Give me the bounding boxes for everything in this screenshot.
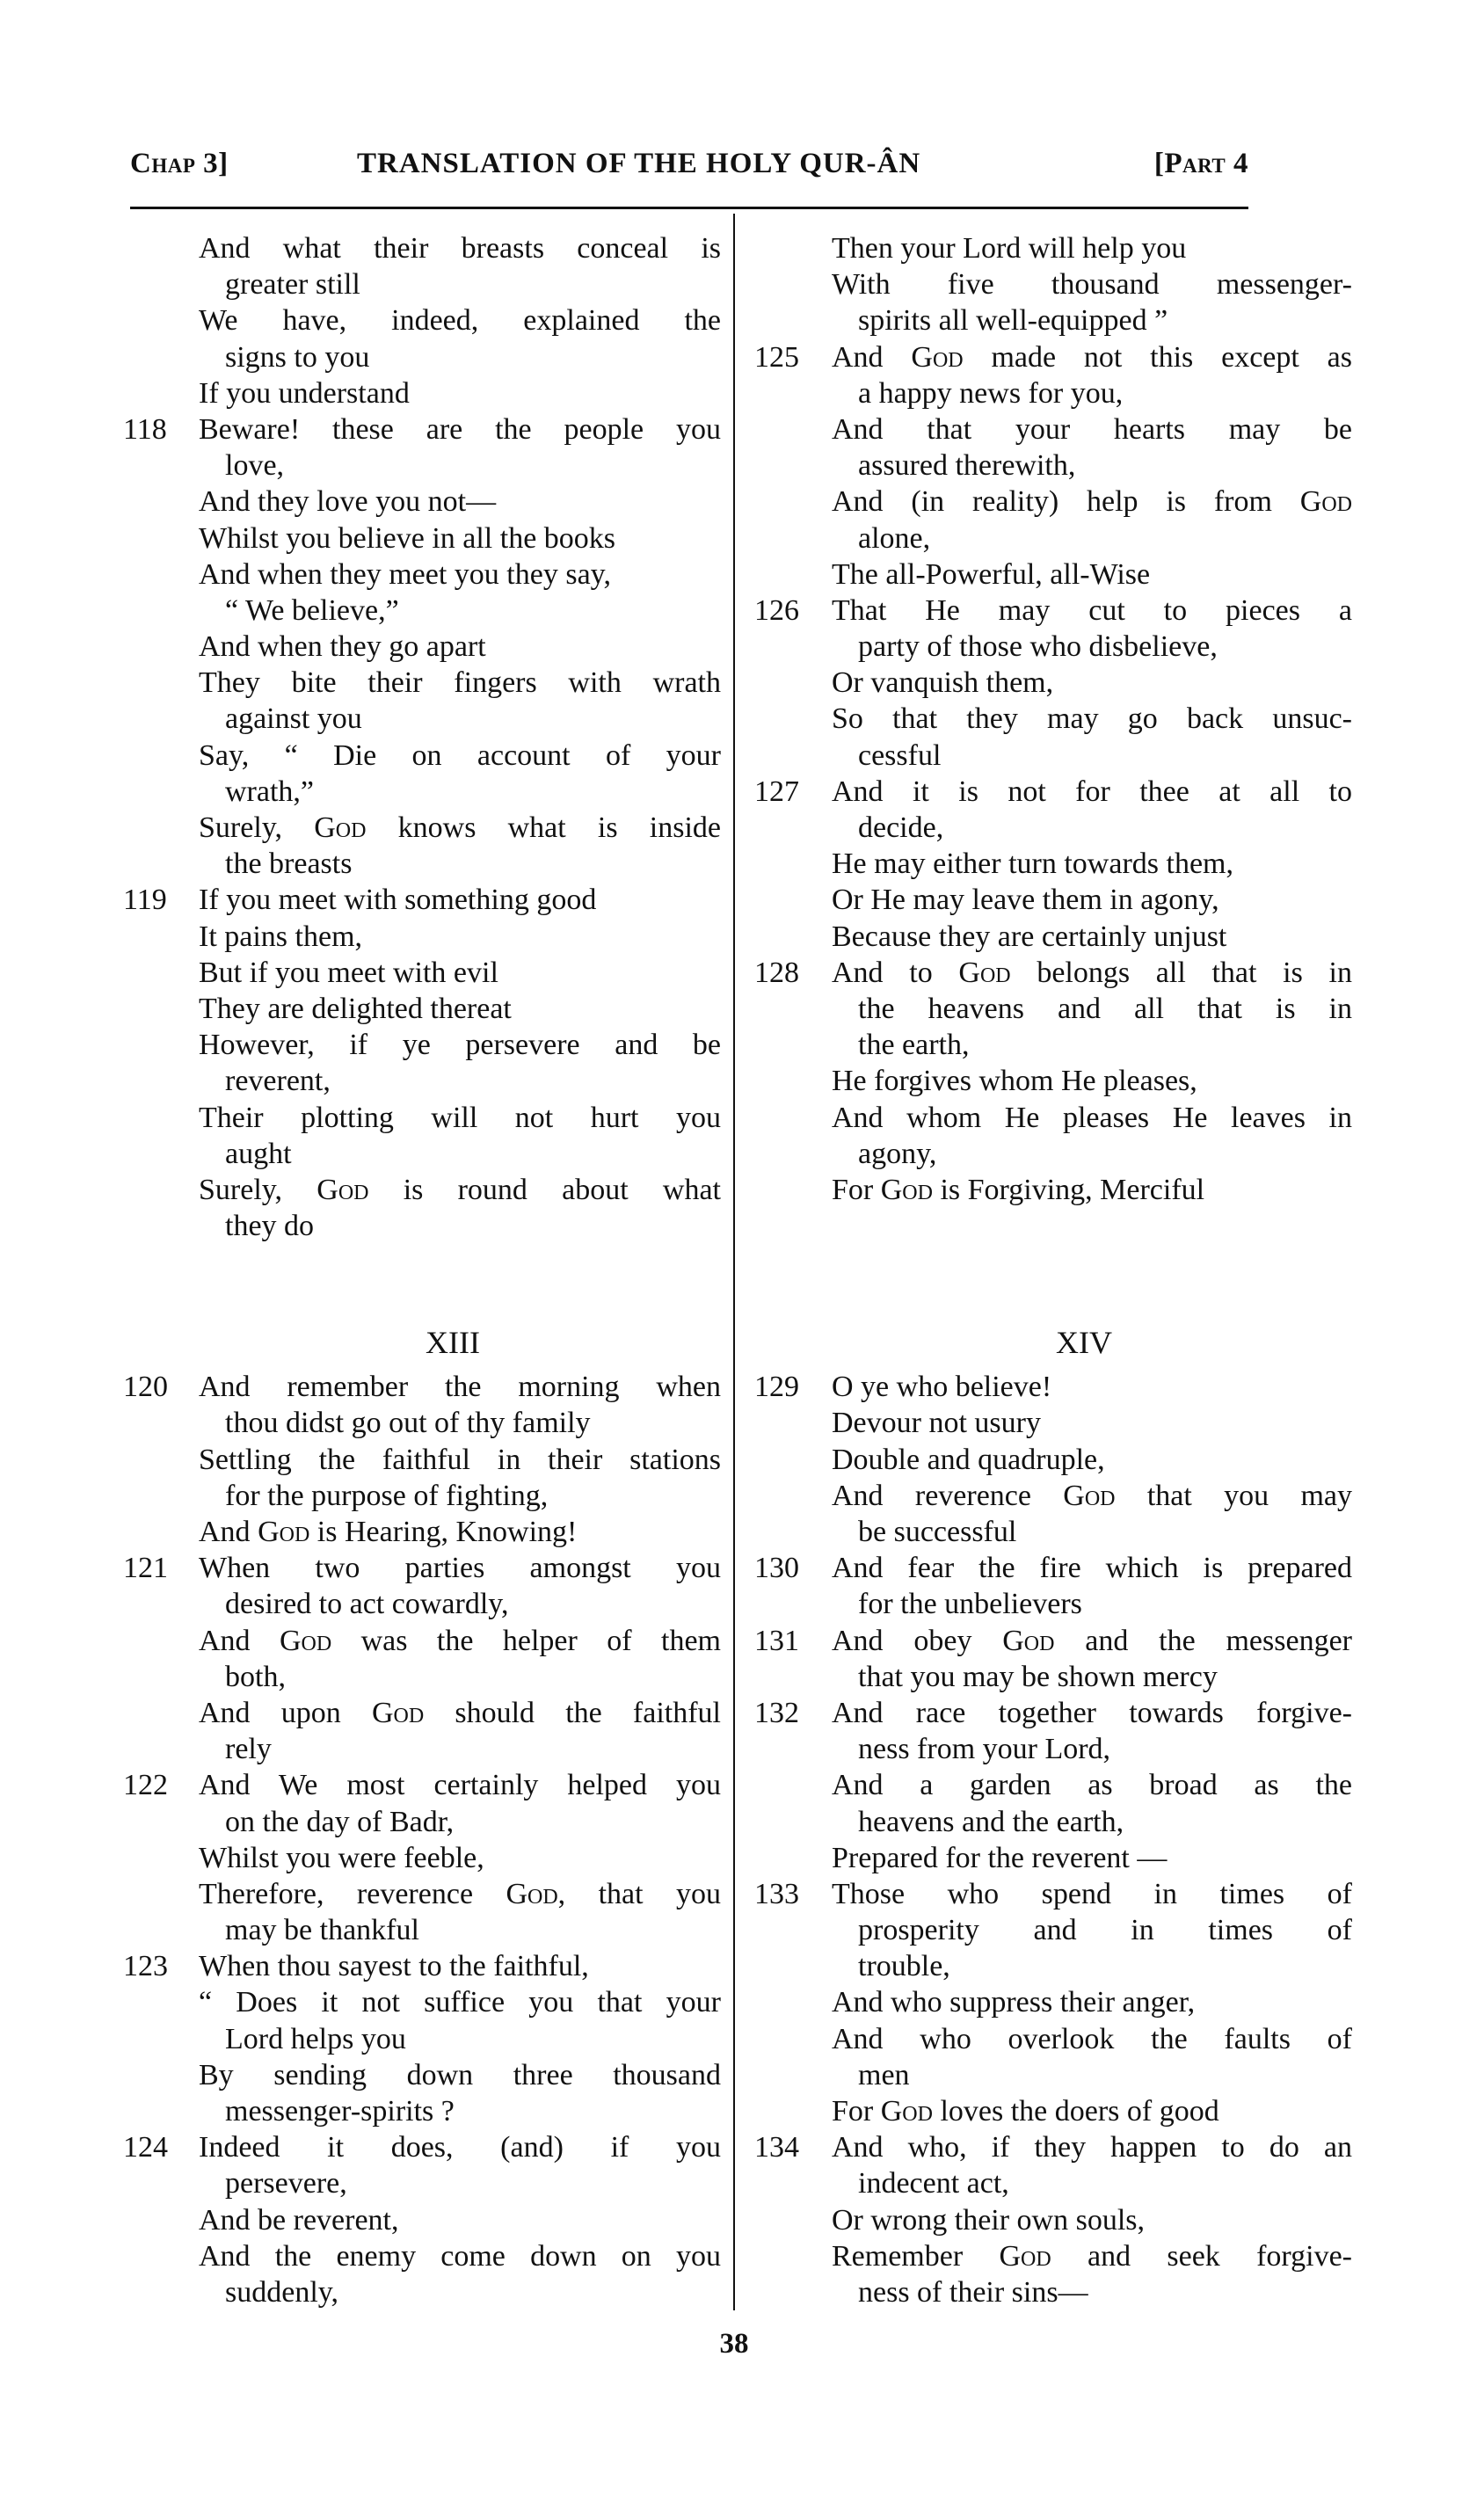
verse-text: Or He may leave them in agony, bbox=[832, 884, 1219, 917]
verse-text: thou didst go out of thy family bbox=[225, 1407, 591, 1440]
verse-line bbox=[754, 230, 1352, 266]
verse-start-line bbox=[754, 1695, 1352, 1731]
verse-line bbox=[754, 629, 1352, 665]
verse-text: “ Does it not suffice you that your bbox=[199, 1986, 721, 2019]
verse-line bbox=[123, 2202, 721, 2238]
left-continuation bbox=[123, 230, 721, 1244]
verse-line bbox=[754, 411, 1352, 447]
verse-text: Because they are certainly unjust bbox=[832, 920, 1227, 953]
verse-line bbox=[754, 1840, 1352, 1876]
left-column bbox=[123, 230, 721, 2310]
god-smallcaps: God bbox=[1002, 1624, 1055, 1657]
verse-line bbox=[754, 1804, 1352, 1840]
verse-text: And fear the fire which is prepared bbox=[832, 1552, 1352, 1585]
verse-line bbox=[123, 556, 721, 593]
god-smallcaps: God bbox=[1299, 485, 1352, 519]
verse-text: He may either turn towards them, bbox=[832, 847, 1233, 881]
verse-text: greater still bbox=[225, 268, 360, 302]
verse-text: Those who spend in times of bbox=[832, 1877, 1352, 1910]
verse-line bbox=[123, 738, 721, 774]
verse-text: And upon God should the faithful bbox=[199, 1696, 721, 1729]
verse-text: Remember God and seek forgive- bbox=[832, 2239, 1352, 2273]
verse-text: messenger-spirits ? bbox=[225, 2095, 455, 2128]
verse-text: And a garden as broad as the bbox=[832, 1769, 1352, 1802]
verse-text: And to God belongs all that is in bbox=[832, 956, 1352, 989]
verse-line bbox=[754, 2093, 1352, 2129]
verse-text: both, bbox=[225, 1660, 286, 1693]
verse-line bbox=[754, 1136, 1352, 1172]
verse-text: And it is not for thee at all to bbox=[832, 775, 1352, 808]
verse-line bbox=[754, 2021, 1352, 2057]
verse-start-line bbox=[754, 955, 1352, 991]
verse-text: Whilst you were feeble, bbox=[199, 1841, 484, 1874]
verse-text: And what their breasts conceal is bbox=[199, 232, 721, 265]
verse-text: may be thankful bbox=[225, 1914, 419, 1947]
verse-text: They bite their fingers with wrath bbox=[199, 666, 721, 700]
verse-line bbox=[754, 1514, 1352, 1550]
verse-line bbox=[754, 2274, 1352, 2310]
verse-start-line bbox=[754, 2129, 1352, 2165]
verse-line bbox=[754, 556, 1352, 593]
verse-text: Therefore, reverence God, that you bbox=[199, 1877, 721, 1910]
verse-line bbox=[754, 810, 1352, 846]
verse-line bbox=[754, 991, 1352, 1027]
verse-line bbox=[754, 1659, 1352, 1695]
verse-text: O ye who believe! bbox=[832, 1371, 1052, 1404]
verse-line bbox=[754, 1172, 1352, 1208]
verse-text: Or vanquish them, bbox=[832, 666, 1054, 700]
verse-start-line bbox=[123, 1948, 721, 1984]
verse-line bbox=[123, 919, 721, 955]
verse-start-line bbox=[754, 1369, 1352, 1405]
verse-line bbox=[754, 738, 1352, 774]
verse-line bbox=[754, 266, 1352, 302]
verse-line bbox=[754, 1063, 1352, 1099]
verse-text: So that they may go back unsuc- bbox=[832, 702, 1352, 736]
verse-number: 118 bbox=[123, 412, 167, 446]
verse-text: And be reverent, bbox=[199, 2203, 399, 2237]
verse-text: prosperity and in times of bbox=[858, 1914, 1352, 1947]
verse-number: 121 bbox=[123, 1552, 168, 1585]
verse-line bbox=[123, 774, 721, 810]
verse-text: However, if ye persevere and be bbox=[199, 1029, 721, 1062]
verse-text: Lord helps you bbox=[225, 2022, 406, 2055]
verse-text: And who overlook the faults of bbox=[832, 2022, 1352, 2055]
god-smallcaps: God bbox=[999, 2239, 1051, 2273]
verse-line bbox=[123, 1405, 721, 1441]
verse-text: Or wrong their own souls, bbox=[832, 2203, 1146, 2237]
verse-line bbox=[123, 339, 721, 375]
verse-line bbox=[123, 520, 721, 556]
verse-line bbox=[754, 882, 1352, 918]
verse-number: 134 bbox=[754, 2131, 799, 2164]
verse-number: 127 bbox=[754, 775, 799, 808]
verse-text: And they love you not— bbox=[199, 485, 497, 519]
verse-text: reverent, bbox=[225, 1065, 331, 1098]
verse-start-line bbox=[754, 1550, 1352, 1586]
verse-line bbox=[123, 593, 721, 629]
verse-line bbox=[123, 1623, 721, 1659]
verse-line bbox=[123, 1172, 721, 1208]
verse-line bbox=[754, 375, 1352, 411]
verse-line bbox=[123, 1876, 721, 1912]
verse-number: 120 bbox=[123, 1371, 168, 1404]
verse-text: And obey God and the messenger bbox=[832, 1624, 1352, 1657]
verse-text: the heavens and all that is in bbox=[858, 992, 1352, 1025]
verse-line bbox=[123, 1063, 721, 1099]
verse-text: that you may be shown mercy bbox=[858, 1660, 1218, 1693]
verse-text: Then your Lord will help you bbox=[832, 232, 1187, 265]
verse-start-line bbox=[123, 1369, 721, 1405]
verse-line bbox=[123, 266, 721, 302]
verse-number: 132 bbox=[754, 1696, 799, 1729]
verse-text: Their plotting will not hurt you bbox=[199, 1101, 721, 1134]
verse-line bbox=[123, 1731, 721, 1767]
verse-line bbox=[754, 2202, 1352, 2238]
verse-text: be successful bbox=[858, 1516, 1017, 1548]
verse-line bbox=[754, 1984, 1352, 2020]
section-xiv-verses bbox=[754, 1369, 1352, 2310]
verse-text: the earth, bbox=[858, 1029, 970, 1062]
verse-line bbox=[123, 2057, 721, 2093]
god-smallcaps: God bbox=[1063, 1479, 1116, 1512]
verse-start-line bbox=[754, 593, 1352, 629]
verse-line bbox=[123, 375, 721, 411]
part-label: [Part 4 bbox=[1153, 148, 1248, 179]
verse-text: Prepared for the reverent — bbox=[832, 1841, 1168, 1874]
verse-line bbox=[123, 2238, 721, 2274]
god-smallcaps: God bbox=[958, 956, 1011, 989]
verse-line bbox=[123, 2165, 721, 2201]
verse-line bbox=[123, 955, 721, 991]
verse-start-line bbox=[754, 1623, 1352, 1659]
verse-text: desired to act cowardly, bbox=[225, 1588, 509, 1621]
verse-line bbox=[123, 1840, 721, 1876]
book-title: TRANSLATION OF THE HOLY QUR-ÂN bbox=[357, 148, 921, 179]
verse-number: 122 bbox=[123, 1769, 168, 1802]
section-gap bbox=[754, 1208, 1352, 1316]
verse-text: And remember the morning when bbox=[199, 1371, 721, 1404]
verse-text: Whilst you believe in all the books bbox=[199, 521, 616, 555]
verse-line bbox=[754, 1478, 1352, 1514]
verse-line bbox=[123, 1659, 721, 1695]
verse-text: Say, “ Die on account of your bbox=[199, 738, 721, 772]
verse-number: 129 bbox=[754, 1371, 799, 1404]
header-rule bbox=[130, 207, 1248, 209]
verse-text: a happy news for you, bbox=[858, 376, 1124, 410]
verse-line bbox=[123, 484, 721, 520]
verse-line bbox=[123, 1442, 721, 1478]
verse-number: 123 bbox=[123, 1950, 168, 1983]
verse-line bbox=[754, 520, 1352, 556]
verse-line bbox=[123, 1100, 721, 1136]
verse-line bbox=[754, 1405, 1352, 1441]
verse-start-line bbox=[123, 1550, 721, 1586]
verse-text: ness from your Lord, bbox=[858, 1733, 1111, 1766]
verse-number: 126 bbox=[754, 593, 799, 627]
verse-line bbox=[754, 701, 1352, 737]
section-heading-xiii: XIII bbox=[426, 1325, 480, 1361]
verse-text: And God was the helper of them bbox=[199, 1624, 721, 1657]
verse-text: alone, bbox=[858, 521, 931, 555]
verse-text: And God is Hearing, Knowing! bbox=[199, 1516, 578, 1548]
verse-start-line bbox=[123, 2129, 721, 2165]
verse-text: Beware! these are the people you bbox=[199, 412, 721, 446]
verse-line bbox=[123, 1804, 721, 1840]
verse-text: on the day of Badr, bbox=[225, 1805, 455, 1838]
god-smallcaps: God bbox=[316, 1173, 369, 1206]
verse-text: men bbox=[858, 2058, 910, 2091]
page-number: 38 bbox=[719, 2328, 749, 2360]
verse-line bbox=[123, 1027, 721, 1063]
verse-start-line bbox=[123, 1767, 721, 1803]
verse-start-line bbox=[754, 339, 1352, 375]
verse-text: against you bbox=[225, 702, 362, 736]
verse-text: When two parties amongst you bbox=[199, 1552, 721, 1585]
verse-line bbox=[754, 484, 1352, 520]
verse-text: And race together towards forgive- bbox=[832, 1696, 1352, 1729]
running-header bbox=[130, 148, 1248, 186]
verse-text: And (in reality) help is from God bbox=[832, 485, 1352, 519]
verse-line bbox=[754, 2238, 1352, 2274]
verse-line bbox=[754, 2057, 1352, 2093]
column-divider bbox=[733, 214, 735, 2310]
verse-text: the breasts bbox=[225, 847, 353, 881]
verse-line bbox=[123, 2093, 721, 2129]
verse-line bbox=[754, 665, 1352, 701]
verse-line bbox=[123, 230, 721, 266]
god-smallcaps: God bbox=[314, 811, 367, 844]
verse-text: party of those who disbelieve, bbox=[858, 630, 1218, 664]
verse-text: “ We believe,” bbox=[225, 593, 399, 627]
verse-line bbox=[754, 1948, 1352, 1984]
verse-start-line bbox=[754, 1876, 1352, 1912]
chapter-label: Chap 3] bbox=[130, 148, 229, 179]
verse-number: 128 bbox=[754, 956, 799, 989]
verse-text: Settling the faithful in their stations bbox=[199, 1443, 721, 1476]
verse-line bbox=[754, 2165, 1352, 2201]
verse-text: assured therewith, bbox=[858, 449, 1076, 483]
verse-text: they do bbox=[225, 1210, 315, 1243]
verse-text: decide, bbox=[858, 811, 944, 844]
verse-text: love, bbox=[225, 449, 285, 483]
verse-start-line bbox=[123, 882, 721, 918]
verse-line bbox=[754, 1731, 1352, 1767]
verse-text: suddenly, bbox=[225, 2275, 339, 2309]
verse-line bbox=[123, 1695, 721, 1731]
verse-number: 130 bbox=[754, 1552, 799, 1585]
verse-text: He forgives whom He pleases, bbox=[832, 1065, 1197, 1098]
verse-line bbox=[123, 2021, 721, 2057]
verse-text: Devour not usury bbox=[832, 1407, 1041, 1440]
verse-text: For God loves the doers of good bbox=[832, 2095, 1219, 2128]
right-continuation bbox=[754, 230, 1352, 1208]
verse-line bbox=[123, 1478, 721, 1514]
verse-line bbox=[754, 1912, 1352, 1948]
verse-text: We have, indeed, explained the bbox=[199, 304, 721, 338]
verse-text: And the enemy come down on you bbox=[199, 2239, 721, 2273]
verse-text: persevere, bbox=[225, 2167, 347, 2200]
verse-start-line bbox=[754, 774, 1352, 810]
god-smallcaps: God bbox=[506, 1877, 558, 1910]
verse-line bbox=[754, 846, 1352, 882]
verse-text: wrath,” bbox=[225, 775, 315, 808]
verse-line bbox=[123, 1912, 721, 1948]
verse-text: And who suppress their anger, bbox=[832, 1986, 1196, 2019]
verse-text: And that your hearts may be bbox=[832, 412, 1352, 446]
verse-text: With five thousand messenger- bbox=[832, 268, 1352, 302]
verse-text: cessful bbox=[858, 738, 942, 772]
verse-text: signs to you bbox=[225, 340, 370, 374]
verse-text: By sending down three thousand bbox=[199, 2058, 721, 2091]
verse-number: 125 bbox=[754, 340, 799, 374]
verse-text: Double and quadruple, bbox=[832, 1443, 1105, 1476]
verse-line bbox=[123, 665, 721, 701]
verse-line bbox=[123, 701, 721, 737]
verse-text: And when they go apart bbox=[199, 630, 486, 664]
verse-line bbox=[123, 810, 721, 846]
verse-line bbox=[123, 1514, 721, 1550]
verse-text: And We most certainly helped you bbox=[199, 1769, 721, 1802]
verse-line bbox=[754, 1027, 1352, 1063]
verse-text: But if you meet with evil bbox=[199, 956, 498, 989]
verse-text: And whom He pleases He leaves in bbox=[832, 1101, 1352, 1134]
verse-line bbox=[754, 447, 1352, 484]
verse-text: And God made not this except as bbox=[832, 340, 1352, 374]
verse-line bbox=[123, 1208, 721, 1244]
verse-text: for the purpose of fighting, bbox=[225, 1479, 549, 1512]
verse-line bbox=[754, 919, 1352, 955]
verse-number: 131 bbox=[754, 1624, 799, 1657]
section-xiii-verses bbox=[123, 1369, 721, 2310]
verse-text: trouble, bbox=[858, 1950, 950, 1983]
verse-text: ness of their sins— bbox=[858, 2275, 1088, 2309]
verse-text: Surely, God is round about what bbox=[199, 1173, 721, 1206]
verse-number: 133 bbox=[754, 1877, 799, 1910]
verse-text: The all-Powerful, all-Wise bbox=[832, 557, 1151, 591]
god-smallcaps: God bbox=[258, 1516, 310, 1548]
god-smallcaps: God bbox=[371, 1696, 425, 1729]
verse-line bbox=[123, 629, 721, 665]
verse-text: indecent act, bbox=[858, 2167, 1009, 2200]
verse-line bbox=[123, 1136, 721, 1172]
verse-text: heavens and the earth, bbox=[858, 1805, 1124, 1838]
verse-line bbox=[123, 1586, 721, 1622]
verse-text: They are delighted thereat bbox=[199, 992, 512, 1025]
verse-text: If you understand bbox=[199, 376, 410, 410]
verse-line bbox=[123, 302, 721, 338]
god-smallcaps: God bbox=[279, 1624, 332, 1657]
verse-text: for the unbelievers bbox=[858, 1588, 1082, 1621]
verse-text: rely bbox=[225, 1733, 272, 1766]
verse-number: 119 bbox=[123, 884, 167, 917]
verse-text: agony, bbox=[858, 1137, 937, 1170]
verse-line bbox=[123, 846, 721, 882]
verse-text: aught bbox=[225, 1137, 292, 1170]
verse-text: Indeed it does, (and) if you bbox=[199, 2131, 721, 2164]
god-smallcaps: God bbox=[880, 2095, 933, 2128]
verse-text: For God is Forgiving, Merciful bbox=[832, 1173, 1205, 1206]
verse-text: Surely, God knows what is inside bbox=[199, 811, 721, 844]
verse-text: And reverence God that you may bbox=[832, 1479, 1352, 1512]
verse-line bbox=[123, 991, 721, 1027]
verse-line bbox=[123, 1984, 721, 2020]
god-smallcaps: God bbox=[880, 1173, 933, 1206]
verse-number: 124 bbox=[123, 2131, 168, 2164]
verse-line bbox=[123, 447, 721, 484]
verse-start-line bbox=[123, 411, 721, 447]
verse-line bbox=[754, 1100, 1352, 1136]
verse-line bbox=[754, 1586, 1352, 1622]
section-heading-xiv: XIV bbox=[1056, 1325, 1112, 1361]
verse-line bbox=[123, 2274, 721, 2310]
verse-text: And who, if they happen to do an bbox=[832, 2131, 1352, 2164]
verse-line bbox=[754, 1767, 1352, 1803]
verse-line bbox=[754, 302, 1352, 338]
verse-text: That He may cut to pieces a bbox=[832, 593, 1352, 627]
god-smallcaps: God bbox=[911, 340, 964, 374]
verse-text: When thou sayest to the faithful, bbox=[199, 1950, 589, 1983]
verse-text: If you meet with something good bbox=[199, 884, 597, 917]
section-gap bbox=[123, 1244, 721, 1316]
verse-text: It pains them, bbox=[199, 920, 363, 953]
verse-line bbox=[754, 1442, 1352, 1478]
verse-text: And when they meet you they say, bbox=[199, 557, 611, 591]
right-column bbox=[754, 230, 1352, 2310]
verse-text: spirits all well-equipped ” bbox=[858, 304, 1168, 338]
